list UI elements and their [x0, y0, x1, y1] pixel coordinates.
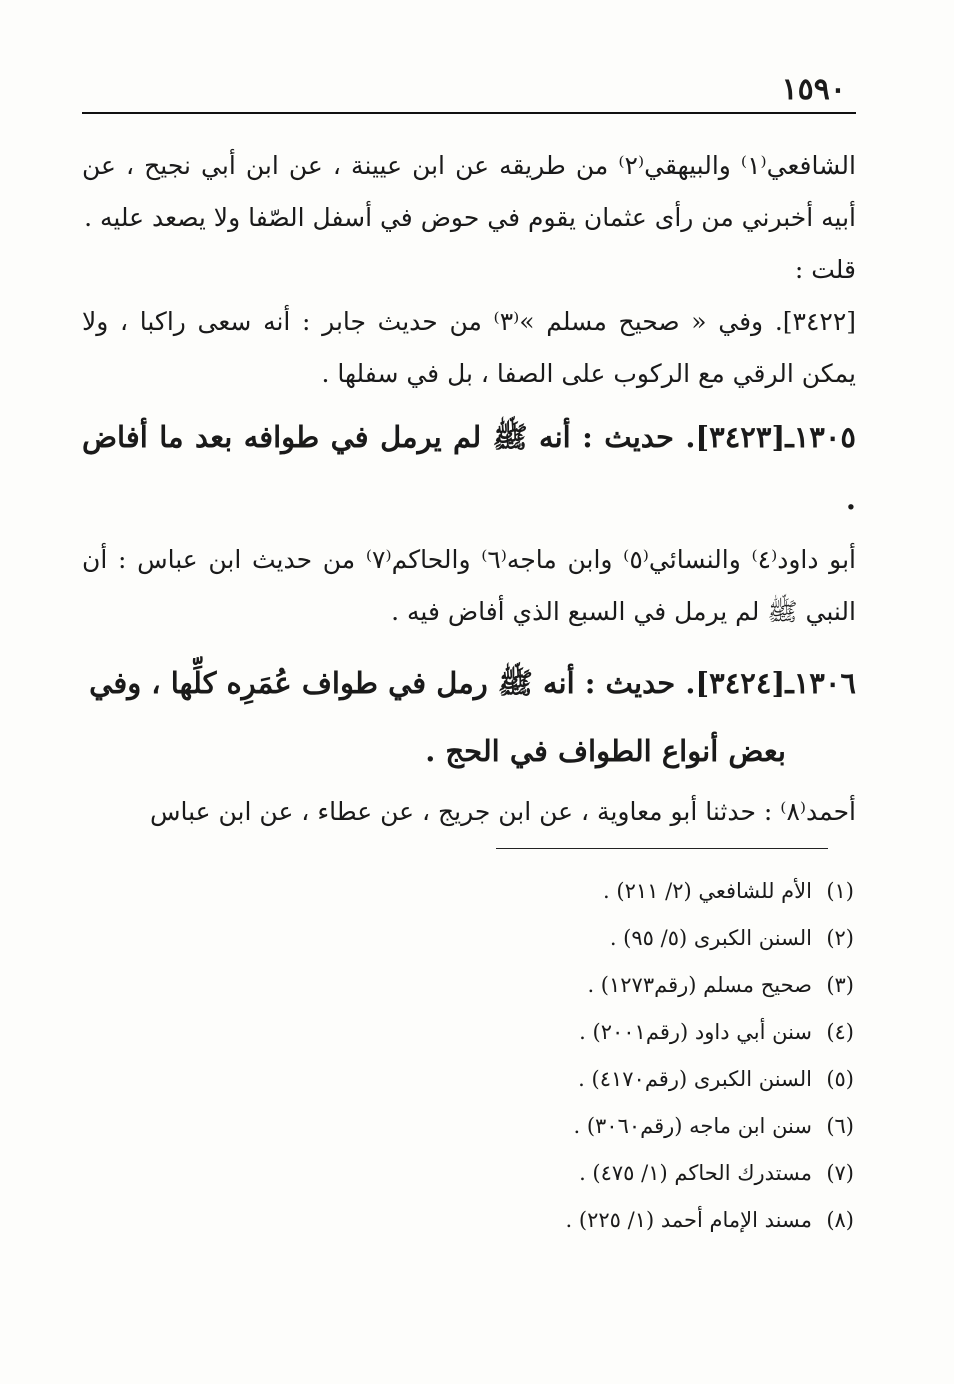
footnote-text: السنن الكبرى (٥/ ٩٥) . — [609, 926, 812, 950]
hadith-heading-1306: ١٣٠٦ـ[٣٤٢٤]. حديث : أنه ﷺ رمل في طواف عُمَرِه كلِّها ، وفي — [89, 666, 856, 700]
paragraph-qultu: قلت : — [794, 255, 856, 284]
paragraph-shafii: الشافعي⁽١⁾ والبيهقي⁽٢⁾ من طريقه عن ابن عيينة ، عن ابن أبي نجيح ، عن أبيه أخبرني من رأى عثمان يقوم في حوض في أسفل الصّفا ولا يصعد عليه . — [82, 151, 856, 232]
footnote-number: (١) — [826, 879, 854, 903]
footnote-number: (٥) — [826, 1067, 854, 1091]
footnote — [354, 1150, 854, 1197]
paragraph-3422: [٣٤٢٢]. وفي « صحيح مسلم »⁽٣⁾ من حديث جابر : أنه سعى راكبا ، ولا يمكن الرقي مع الركوب على الصفا ، بل في سفلها . — [82, 307, 857, 388]
footnote-number: (٣) — [826, 973, 854, 997]
footnote-number: (٢) — [826, 926, 854, 950]
footnote-text: مسند الإمام أحمد (١/ ٢٢٥) . — [565, 1208, 812, 1232]
header-rule — [82, 112, 856, 114]
footnote-number: (٨) — [826, 1208, 854, 1232]
footnote-text: صحيح مسلم (رقم١٢٧٣) . — [587, 973, 812, 997]
footnote-number: (٤) — [826, 1020, 854, 1044]
hadith-heading-1306-continued: بعض أنواع الطواف في الحج . — [425, 734, 786, 768]
footnotes — [354, 868, 854, 1244]
footnote — [354, 915, 854, 962]
hadith-heading-1305: ١٣٠٥ـ[٣٤٢٣]. حديث : أنه ﷺ لم يرمل في طوافه بعد ما أفاض . — [82, 420, 856, 516]
footnote — [354, 1197, 854, 1244]
footnote-separator — [496, 848, 828, 849]
paragraph-abu-dawud: أبو داود⁽٤⁾ والنسائي⁽٥⁾ وابن ماجه⁽٦⁾ والحاكم⁽٧⁾ من حديث ابن عباس : أن النبي ﷺ لم يرمل في السبع الذي أفاض فيه . — [82, 545, 856, 626]
paragraph-ahmad: أحمد⁽٨⁾ : حدثنا أبو معاوية ، عن ابن جريج ، عن عطاء ، عن ابن عباس — [149, 797, 856, 826]
main-text — [82, 140, 856, 838]
footnote — [354, 1056, 854, 1103]
footnote-text: الأم للشافعي (٢/ ٢١١) . — [603, 879, 812, 903]
footnote-number: (٦) — [826, 1114, 854, 1138]
page-number: ١٥٩٠ — [781, 72, 846, 107]
footnote — [354, 1103, 854, 1150]
footnote-text: سنن ابن ماجه (رقم٣٠٦٠) . — [573, 1114, 812, 1138]
footnote-text: السنن الكبرى (رقم٤١٧٠) . — [578, 1067, 812, 1091]
footnote-text: مستدرك الحاكم (١/ ٤٧٥) . — [579, 1161, 812, 1185]
footnote — [354, 962, 854, 1009]
footnote-text: سنن أبي داود (رقم٢٠٠١) . — [579, 1020, 812, 1044]
footnote — [354, 868, 854, 915]
footnote — [354, 1009, 854, 1056]
footnote-number: (٧) — [826, 1161, 854, 1185]
